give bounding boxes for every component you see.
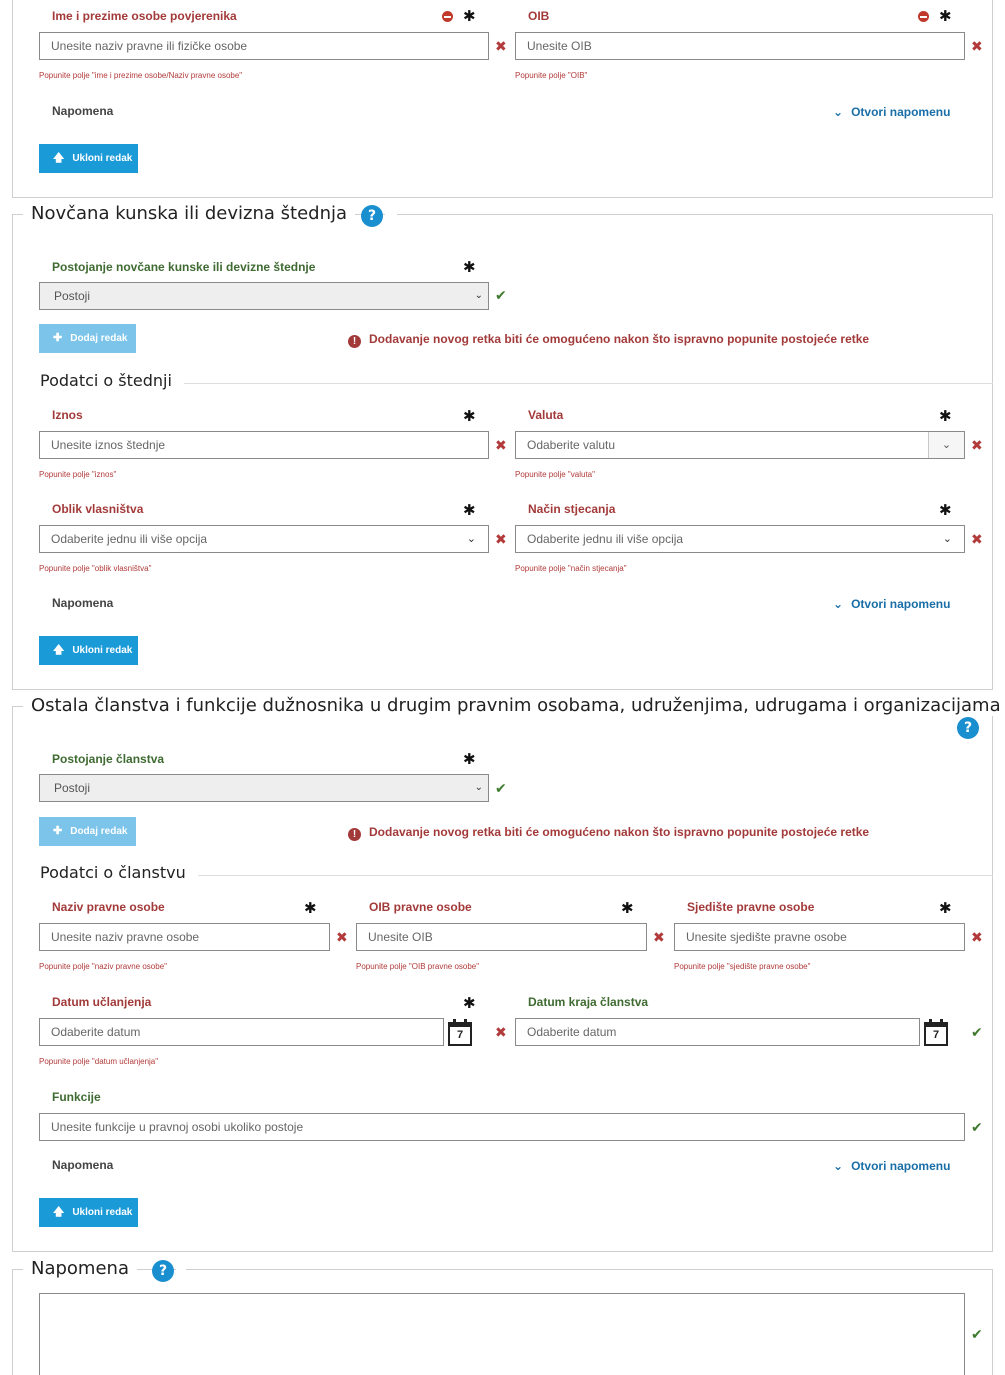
remove-row-button[interactable] <box>39 636 138 665</box>
savings-exists-select[interactable] <box>39 282 489 310</box>
arrow-up-icon: 🡅 <box>53 1206 65 1218</box>
membership-exists-label: Postojanje članstva <box>52 752 165 766</box>
add-row-label: Dodaj redak <box>70 826 128 837</box>
remove-row-button[interactable] <box>39 144 138 173</box>
join-date-hint: Popunite polje "datum učlanjenja" <box>39 1057 159 1066</box>
remove-row-button[interactable] <box>39 1198 138 1227</box>
membership-exists-select[interactable] <box>39 774 489 802</box>
entity-name-input[interactable]: Unesite naziv pravne osobe <box>39 923 330 951</box>
help-icon[interactable]: ? <box>152 1260 174 1282</box>
memberships-legend: Ostala članstva i funkcije dužnosnika u drugim pravnim osobama, udruženjima, udrugama i organizacijama <box>23 695 1005 716</box>
legend-gap <box>385 208 397 220</box>
remove-row-label: Ukloni redak <box>72 1207 133 1218</box>
top-section-box <box>12 0 993 198</box>
ownership-label: Oblik vlasništva <box>52 502 144 516</box>
invalid-x-icon: ✖ <box>971 930 983 946</box>
open-note-link[interactable] <box>833 1159 950 1173</box>
arrow-up-icon: 🡅 <box>53 152 65 164</box>
remove-minus-icon[interactable] <box>442 11 453 22</box>
plus-icon: ✚ <box>53 332 63 344</box>
chevron-down-icon: ⌄ <box>474 290 483 301</box>
name-label: Ime i prezime osobe povjerenika <box>52 9 237 23</box>
join-date-input[interactable]: Odaberite datum <box>39 1018 444 1046</box>
chevron-down-icon: ⌄ <box>466 532 476 545</box>
entity-name-hint: Popunite polje "naziv pravne osobe" <box>39 962 167 971</box>
amount-label: Iznos <box>52 408 83 422</box>
plus-icon: ✚ <box>53 825 63 837</box>
invalid-x-icon: ✖ <box>495 39 507 55</box>
open-note-label: Otvori napomenu <box>851 597 951 611</box>
required-star-icon: ✱ <box>463 501 476 519</box>
entity-seat-input[interactable]: Unesite sjedište pravne osobe <box>674 923 965 951</box>
note-textarea[interactable] <box>39 1293 965 1375</box>
alert-icon: ! <box>348 335 361 348</box>
oib-label: OIB <box>528 9 550 23</box>
add-row-label: Dodaj redak <box>70 333 128 344</box>
open-note-link[interactable] <box>833 597 950 611</box>
legend-gap <box>176 1263 186 1275</box>
savings-subheading: Podatci o štednji <box>40 371 184 390</box>
end-date-label: Datum kraja članstva <box>528 995 649 1009</box>
open-note-link[interactable] <box>833 105 950 119</box>
entity-seat-label: Sjedište pravne osobe <box>687 900 815 914</box>
invalid-x-icon: ✖ <box>653 930 665 946</box>
add-row-button[interactable] <box>39 324 136 353</box>
required-star-icon: ✱ <box>939 899 952 917</box>
required-star-icon: ✱ <box>939 7 952 25</box>
invalid-x-icon: ✖ <box>495 438 507 454</box>
entity-seat-hint: Popunite polje "sjedište pravne osobe" <box>674 962 811 971</box>
entity-name-label: Naziv pravne osobe <box>52 900 165 914</box>
required-star-icon: ✱ <box>939 407 952 425</box>
required-star-icon: ✱ <box>463 750 476 768</box>
currency-select[interactable] <box>515 431 965 459</box>
invalid-x-icon: ✖ <box>971 438 983 454</box>
calendar-icon[interactable]: 7 <box>924 1022 948 1046</box>
invalid-x-icon: ✖ <box>495 1025 507 1041</box>
chevron-down-icon: ⌄ <box>833 105 844 119</box>
required-star-icon: ✱ <box>463 994 476 1012</box>
arrow-up-icon: 🡅 <box>53 644 65 656</box>
currency-placeholder: Odaberite valutu <box>527 438 616 452</box>
chevron-down-icon: ⌄ <box>474 782 483 793</box>
valid-check-icon: ✔ <box>495 288 507 304</box>
membership-subheading: Podatci o članstvu <box>40 863 198 882</box>
chevron-down-icon: ⌄ <box>833 1159 844 1173</box>
oib-hint: Popunite polje "OIB" <box>515 71 588 80</box>
invalid-x-icon: ✖ <box>971 39 983 55</box>
valid-check-icon: ✔ <box>495 781 507 797</box>
amount-hint: Popunite polje "iznos" <box>39 470 117 479</box>
note-label: Napomena <box>52 104 114 118</box>
oib-input[interactable]: Unesite OIB <box>515 32 965 60</box>
help-icon[interactable]: ? <box>361 205 383 227</box>
valid-check-icon: ✔ <box>971 1025 983 1041</box>
chevron-down-icon: ⌄ <box>942 532 952 545</box>
help-icon[interactable]: ? <box>957 717 979 739</box>
required-star-icon: ✱ <box>463 258 476 276</box>
required-star-icon: ✱ <box>463 407 476 425</box>
amount-input[interactable]: Unesite iznos štednje <box>39 431 489 459</box>
currency-label: Valuta <box>528 408 564 422</box>
remove-row-label: Ukloni redak <box>72 645 133 656</box>
open-note-label: Otvori napomenu <box>851 105 951 119</box>
end-date-input[interactable]: Odaberite datum <box>515 1018 920 1046</box>
name-hint: Popunite polje "ime i prezime osobe/Naziv pravne osobe" <box>39 71 243 80</box>
open-note-label: Otvori napomenu <box>851 1159 951 1173</box>
required-star-icon: ✱ <box>304 899 317 917</box>
entity-oib-label: OIB pravne osobe <box>369 900 472 914</box>
membership-exists-value: Postoji <box>54 781 91 795</box>
acquisition-select[interactable] <box>515 525 965 553</box>
ownership-placeholder: Odaberite jednu ili više opcija <box>51 532 208 546</box>
name-input[interactable]: Unesite naziv pravne ili fizičke osobe <box>39 32 489 60</box>
invalid-x-icon: ✖ <box>971 532 983 548</box>
acquisition-placeholder: Odaberite jednu ili više opcija <box>527 532 684 546</box>
valid-check-icon: ✔ <box>971 1120 983 1136</box>
ownership-select[interactable] <box>39 525 489 553</box>
add-row-warning <box>348 825 869 841</box>
invalid-x-icon: ✖ <box>336 930 348 946</box>
remove-minus-icon[interactable] <box>918 11 929 22</box>
note-label: Napomena <box>52 1158 114 1172</box>
required-star-icon: ✱ <box>463 7 476 25</box>
savings-legend: Novčana kunska ili devizna štednja <box>23 203 355 224</box>
chevron-down-icon: ⌄ <box>833 597 844 611</box>
invalid-x-icon: ✖ <box>495 532 507 548</box>
functions-label: Funkcije <box>52 1090 101 1104</box>
alert-icon: ! <box>348 828 361 841</box>
acquisition-label: Način stjecanja <box>528 502 616 516</box>
note-label: Napomena <box>52 596 114 610</box>
currency-hint: Popunite polje "valuta" <box>515 470 595 479</box>
add-row-warning <box>348 332 869 348</box>
calendar-icon[interactable]: 7 <box>448 1022 472 1046</box>
savings-exists-value: Postoji <box>54 289 91 303</box>
required-star-icon: ✱ <box>939 501 952 519</box>
valid-check-icon: ✔ <box>971 1327 983 1343</box>
ownership-hint: Popunite polje "oblik vlasništva" <box>39 564 152 573</box>
functions-input[interactable]: Unesite funkcije u pravnoj osobi ukoliko postoje <box>39 1113 965 1141</box>
required-star-icon: ✱ <box>621 899 634 917</box>
add-row-button[interactable] <box>39 817 136 846</box>
warning-text: Dodavanje novog retka biti će omogućeno nakon što ispravno popunite postojeće retke <box>369 332 870 346</box>
remove-row-label: Ukloni redak <box>72 153 133 164</box>
join-date-label: Datum učlanjenja <box>52 995 152 1009</box>
note-legend: Napomena <box>23 1258 137 1279</box>
entity-oib-hint: Popunite polje "OIB pravne osobe" <box>356 962 480 971</box>
chevron-down-icon[interactable]: ⌄ <box>928 432 964 458</box>
acquisition-hint: Popunite polje "način stjecanja" <box>515 564 627 573</box>
entity-oib-input[interactable]: Unesite OIB <box>356 923 647 951</box>
warning-text: Dodavanje novog retka biti će omogućeno nakon što ispravno popunite postojeće retke <box>369 825 870 839</box>
savings-exists-label: Postojanje novčane kunske ili devizne štednje <box>52 260 316 274</box>
